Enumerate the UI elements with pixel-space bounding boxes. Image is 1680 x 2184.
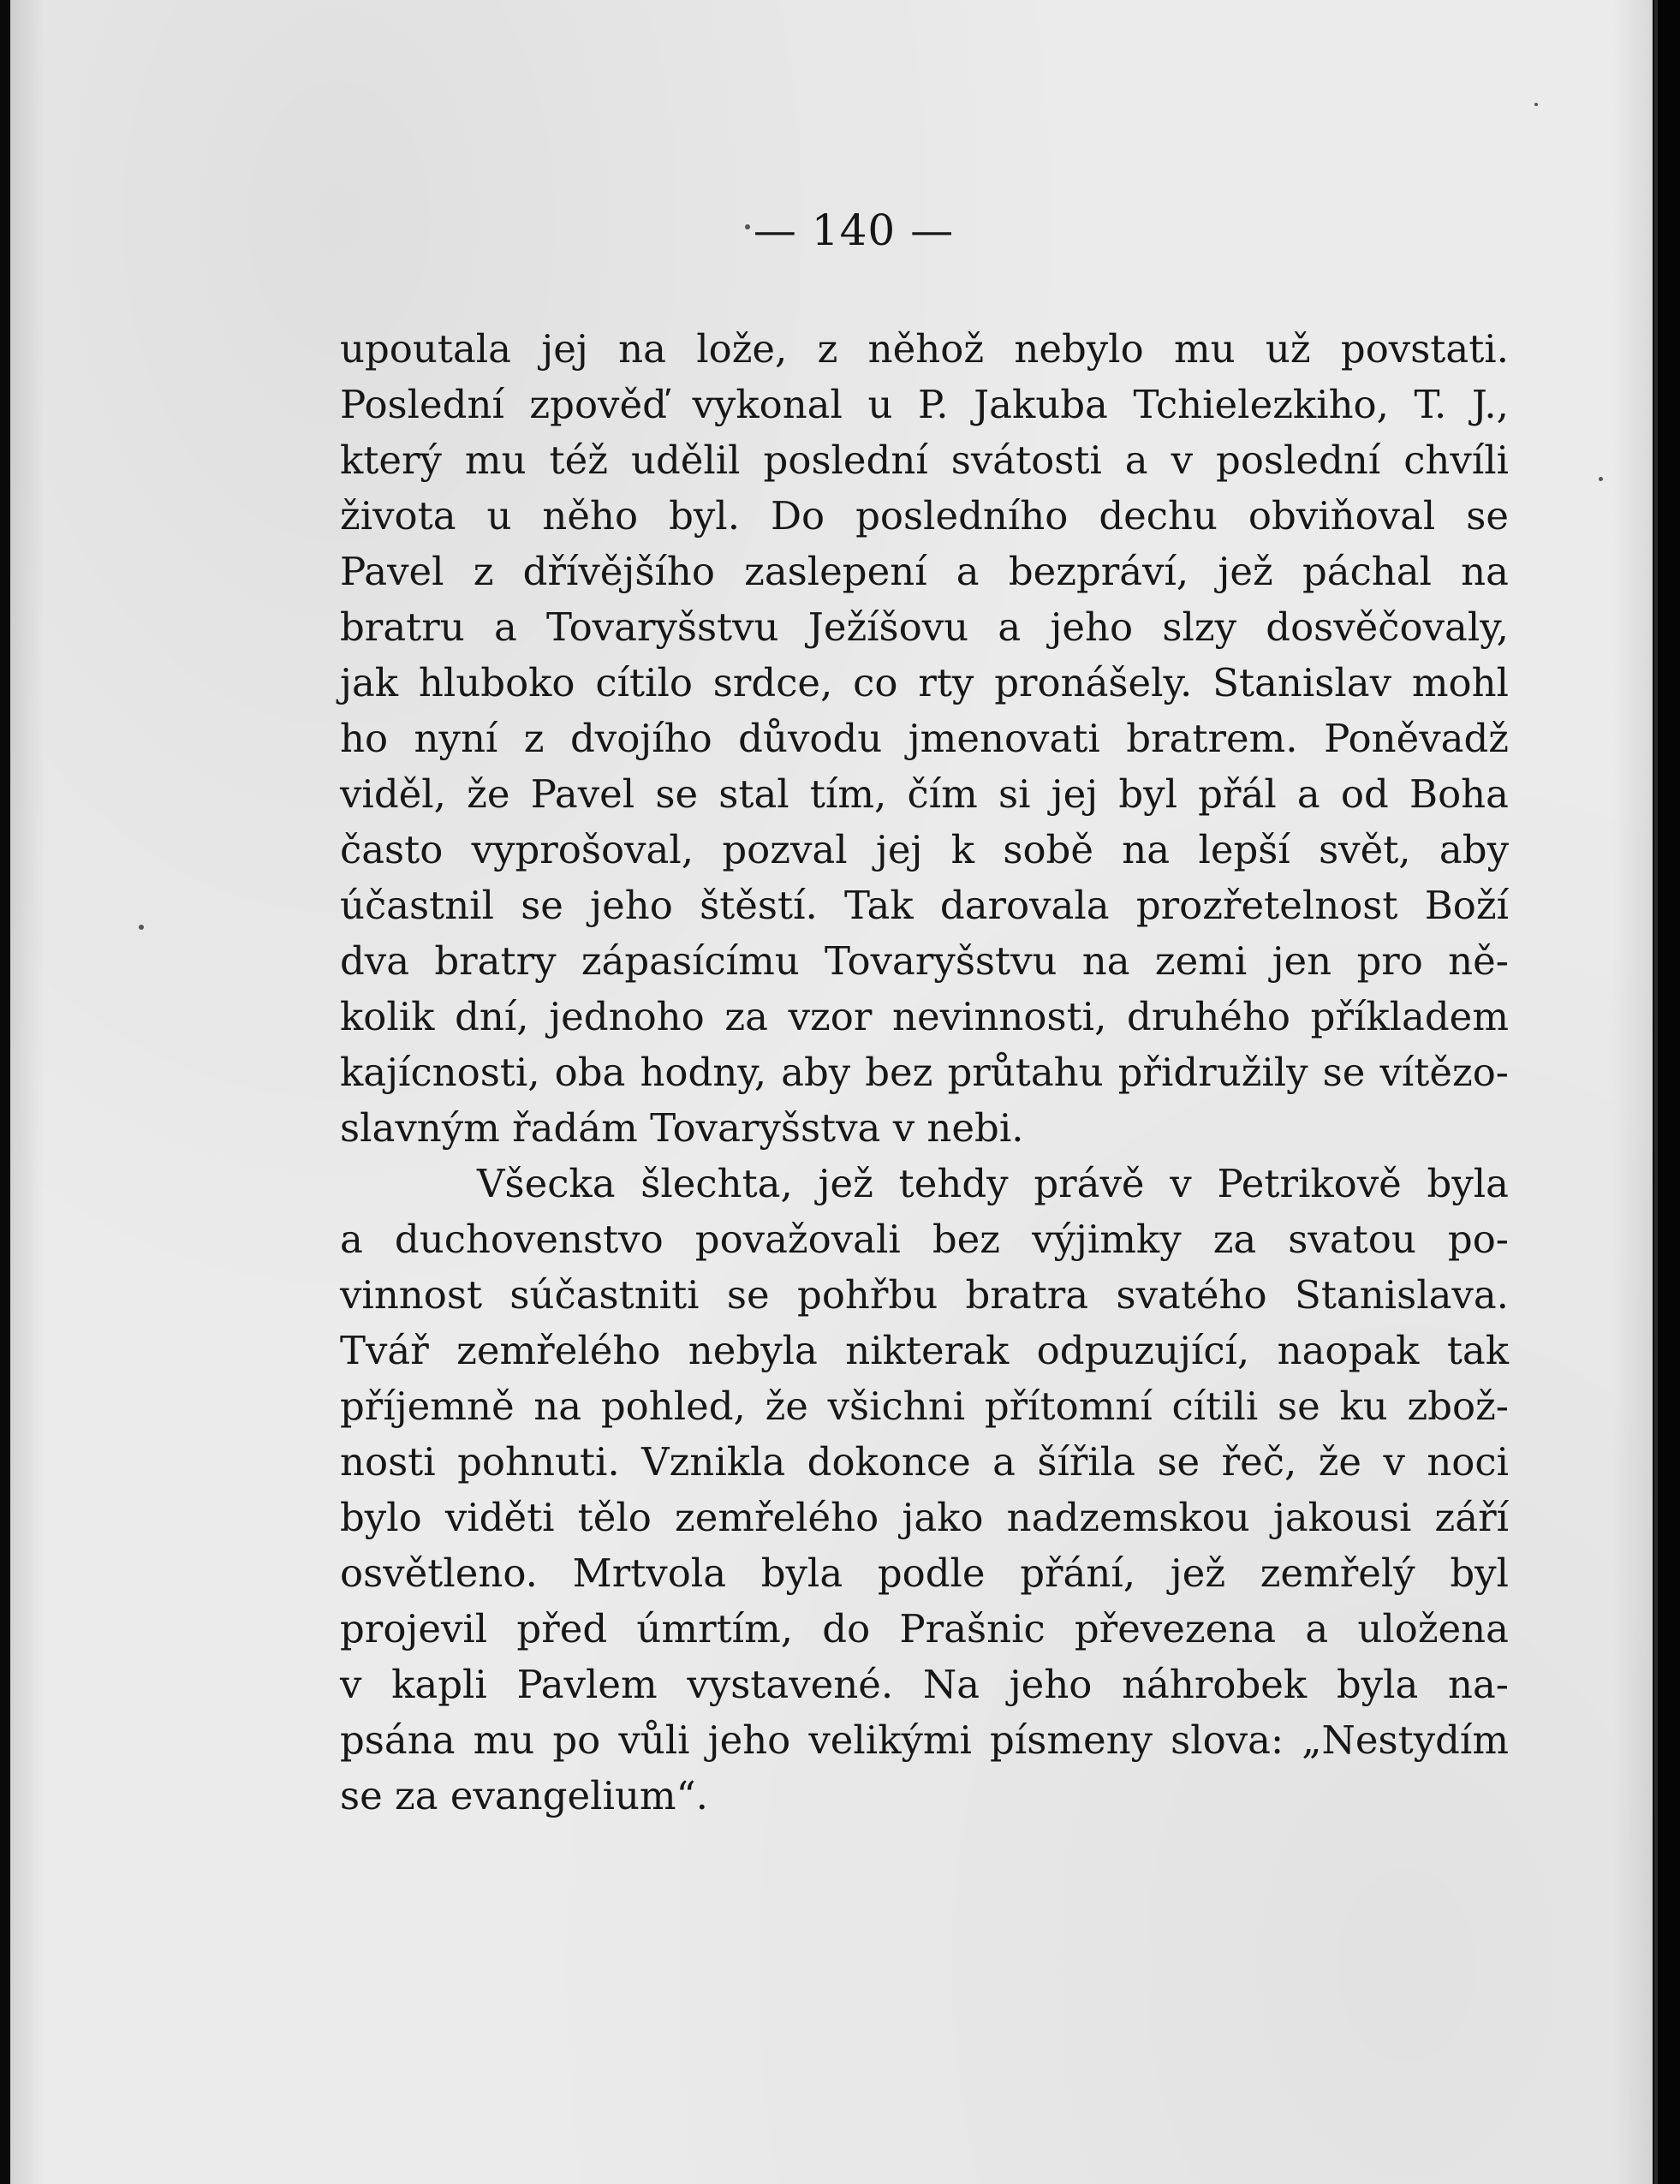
text-line: účastnil se jeho štěstí. Tak darovala prozřetelnost Boží	[340, 883, 1509, 928]
text-line: ho nyní z dvojího důvodu jmenovati bratrem. Poněvadž	[340, 716, 1509, 761]
paper-page	[10, 0, 1653, 2184]
text-line: Poslední zpověď vykonal u P. Jakuba Tchielezkiho, T. J.,	[340, 382, 1509, 427]
page-number: — 140 —	[753, 205, 955, 255]
scan-speck	[1599, 477, 1603, 481]
text-line: osvětleno. Mrtvola byla podle přání, jež zemřelý byl	[340, 1550, 1509, 1596]
page-edge-line	[1654, 0, 1658, 2184]
text-line: příjemně na pohled, že všichni přítomní cítili se ku zbož-	[340, 1384, 1509, 1429]
text-line: dva bratry zápasícímu Tovaryšstvu na zemi jen pro ně-	[340, 938, 1509, 984]
text-line: vinnost súčastniti se pohřbu bratra svatého Stanislava.	[340, 1272, 1509, 1318]
text-line: jak hluboko cítilo srdce, co rty pronášely. Stanislav mohl	[340, 660, 1509, 705]
text-line: bratru a Tovaryšstvu Ježíšovu a jeho slzy dosvěčovaly,	[340, 604, 1509, 650]
text-line: Tvář zemřelého nebyla nikterak odpuzující, naopak tak	[340, 1328, 1509, 1373]
text-line: psána mu po vůli jeho velikými písmeny slova: „Nestydím	[340, 1717, 1509, 1763]
body-text	[340, 321, 1509, 1824]
text-line: často vyprošoval, pozval jej k sobě na lepší svět, aby	[340, 827, 1509, 872]
text-line: Všecka šlechta, jež tehdy právě v Petrikově byla	[477, 1161, 1509, 1206]
text-line: slavným řadám Tovaryšstva v nebi.	[340, 1105, 1024, 1151]
scan-speck	[745, 224, 750, 229]
text-line: života u něho byl. Do posledního dechu obviňoval se	[340, 493, 1509, 539]
text-line: a duchovenstvo považovali bez výjimky za svatou po-	[340, 1217, 1509, 1262]
text-line: upoutala jej na lože, z něhož nebylo mu už povstati.	[340, 326, 1509, 372]
text-line: se za evangelium“.	[340, 1773, 708, 1818]
text-line: Pavel z dřívějšího zaslepení a bezpráví, jež páchal na	[340, 549, 1509, 594]
text-line: bylo viděti tělo zemřelého jako nadzemskou jakousi září	[340, 1495, 1509, 1540]
text-line: nosti pohnuti. Vznikla dokonce a šířila se řeč, že v noci	[340, 1439, 1509, 1485]
scan-speck	[1534, 103, 1538, 106]
scan-speck	[139, 925, 144, 930]
text-line: který mu též udělil poslední svátosti a v poslední chvíli	[340, 437, 1509, 483]
text-line: kolik dní, jednoho za vzor nevinnosti, druhého příkladem	[340, 994, 1509, 1039]
text-line: projevil před úmrtím, do Prašnic převezena a uložena	[340, 1606, 1509, 1651]
text-line: viděl, že Pavel se stal tím, čím si jej byl přál a od Boha	[340, 771, 1509, 817]
text-line: v kapli Pavlem vystavené. Na jeho náhrobek byla na-	[340, 1662, 1509, 1707]
text-line: kajícnosti, oba hodny, aby bez průtahu přidružily se vítězo-	[340, 1050, 1509, 1095]
